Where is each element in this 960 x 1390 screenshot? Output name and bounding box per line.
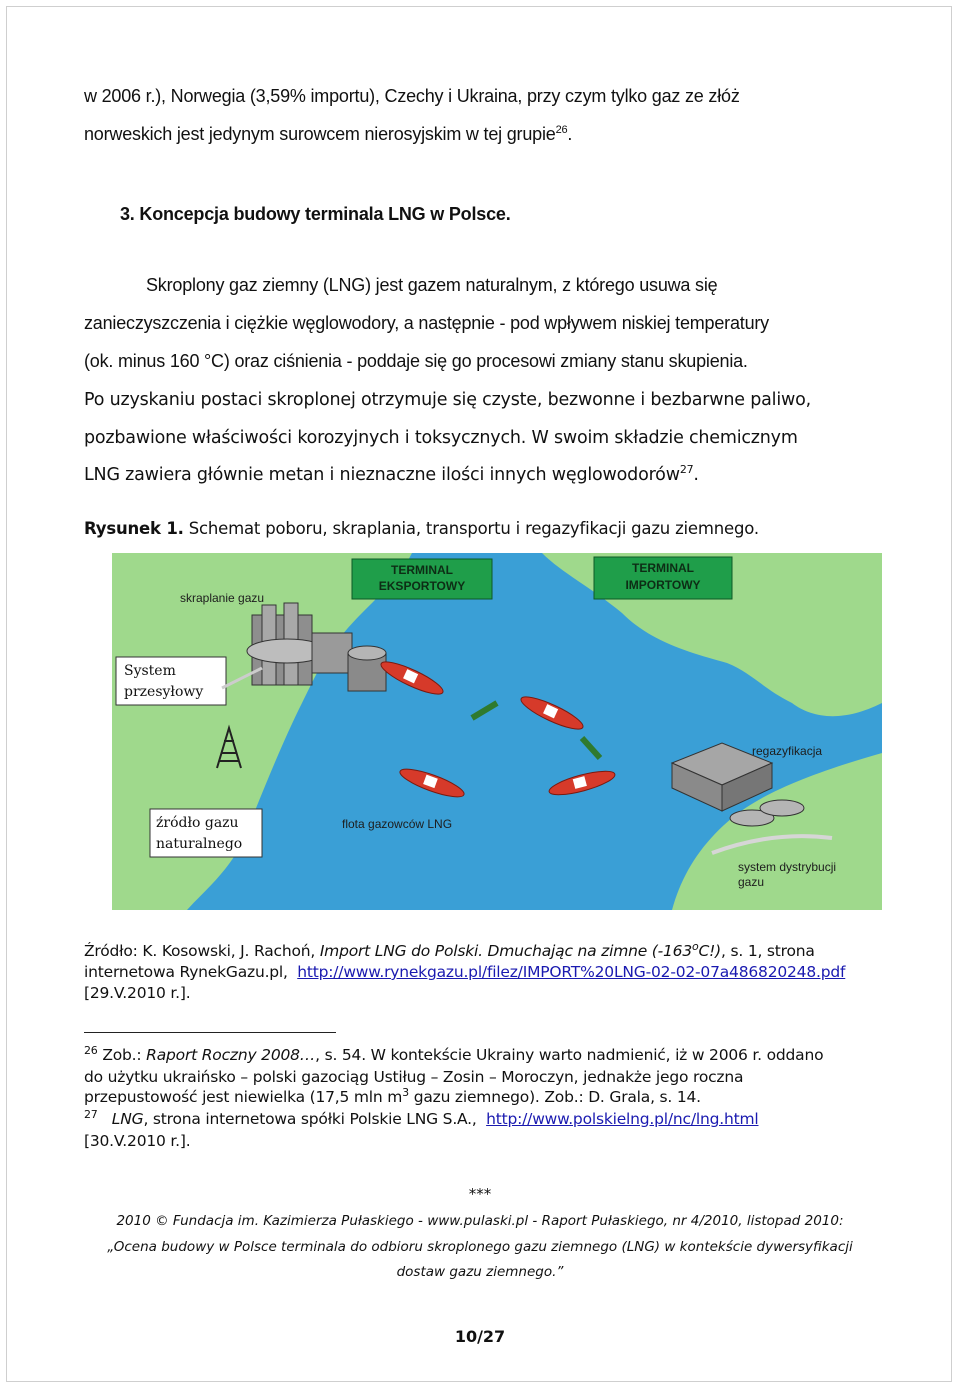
text: LNG zawiera głównie metan i nieznaczne ilości innych węglowodorów — [84, 465, 680, 485]
text: Po uzyskaniu postaci skroplonej otrzymuje się czyste, bezwonne i bezbarwne paliwo, — [84, 390, 811, 410]
footnote-text: , s. 54. W kontekście Ukrainy warto nadmienić, iż w 2006 r. oddano — [315, 1046, 824, 1064]
text-line — [84, 313, 769, 334]
terminal-import-label: IMPORTOWY — [625, 578, 701, 592]
footnote-text: [30.V.2010 r.]. — [84, 1132, 191, 1150]
footnote-text: przepustowość jest niewielka (17,5 mln m — [84, 1088, 403, 1106]
distribution-label: gazu — [738, 875, 765, 889]
footer-line: dostaw gazu ziemnego.” — [396, 1264, 564, 1280]
source-link[interactable]: http://www.rynekgazu.pl/filez/IMPORT%20LNG-02-02-07a486820248.pdf — [297, 963, 846, 981]
footnote-text: do użytku ukraińsko – polski gazociąg Ustiług – Zosin – Moroczyn, jednakże jego roczna — [84, 1068, 744, 1086]
footnote-27-line2 — [84, 1132, 190, 1150]
text: . — [693, 465, 699, 485]
footer-stars: *** — [468, 1185, 492, 1203]
footnote-link[interactable]: http://www.polskielng.pl/nc/lng.html — [486, 1110, 759, 1128]
section-heading: 3. Koncepcja budowy terminala LNG w Polsce. — [120, 204, 511, 224]
page-number: 10/27 — [454, 1327, 506, 1346]
source-line — [84, 984, 190, 1002]
text: zanieczyszczenia i ciężkie węglowodory, a następnie - pod wpływem niskiej temperatury — [84, 313, 769, 333]
caption-label: Rysunek 1. — [84, 519, 184, 538]
source-title: Import LNG do Polski. Dmuchając na zimne (-163 — [319, 942, 693, 960]
footnote-text: , strona internetowa spółki Polskie LNG S.A., — [143, 1110, 477, 1128]
pipeline-label: System — [124, 663, 176, 679]
source-text: Źródło: K. Kosowski, J. Rachoń, — [84, 942, 320, 960]
text-line — [84, 124, 572, 145]
footnote-number: 27 — [84, 1107, 98, 1121]
caption-text: Schemat poboru, skraplania, transportu i regazyfikacji gazu ziemnego. — [183, 519, 759, 538]
terminal-export-label: TERMINAL — [391, 563, 453, 577]
footnote-ref: 26 — [555, 124, 568, 136]
footnote-separator — [84, 1032, 336, 1033]
fleet-label: flota gazowców LNG — [342, 817, 453, 831]
footnote-title: Raport Roczny 2008… — [146, 1046, 316, 1064]
footer-line: „Ocena budowy w Polsce terminala do odbioru skroplonego gazu ziemnego (LNG) w kontekście dywersyfikacji — [107, 1239, 853, 1255]
text-line — [84, 86, 740, 107]
footnote-26 — [84, 1043, 824, 1064]
terminal-import-label: TERMINAL — [632, 561, 694, 575]
degree-sign: o — [692, 939, 699, 953]
text-line — [84, 465, 699, 485]
source-line — [84, 963, 845, 981]
superscript: 3 — [402, 1085, 409, 1099]
footnote-text: Zob.: — [97, 1046, 147, 1064]
source-text: [29.V.2010 r.]. — [84, 984, 191, 1002]
text: Skroplony gaz ziemny (LNG) jest gazem naturalnym, z którego usuwa się — [146, 275, 718, 295]
footnote-text: gazu ziemnego). Zob.: D. Grala, s. 14. — [408, 1088, 701, 1106]
footnote-title: LNG — [111, 1110, 144, 1128]
text: pozbawione właściwości korozyjnych i toksycznych. W swoim składzie chemicznym — [84, 428, 798, 448]
text-line — [84, 351, 748, 372]
footnote-26-line2 — [84, 1068, 743, 1086]
liquefaction-label: skraplanie gazu — [180, 591, 265, 605]
storage-tank-icon — [348, 646, 386, 691]
footnote-26-line3 — [84, 1085, 701, 1106]
text: norweskich jest jedynym surowcem nierosyjskim w tej grupie — [84, 124, 556, 144]
text: (ok. minus 160 °C) oraz ciśnienia - poddaje się go procesowi zmiany stanu skupienia. — [84, 351, 748, 371]
footnote-27 — [84, 1107, 759, 1128]
text: . — [567, 124, 573, 144]
source-line — [84, 939, 815, 960]
footer-line: 2010 © Fundacja im. Kazimierza Pułaskiego - www.pulaski.pl - Raport Pułaskiego, nr 4/2010, listopad 2010: — [116, 1213, 844, 1229]
figure-caption — [84, 519, 759, 538]
source-text: internetowa RynekGazu.pl, — [84, 963, 288, 981]
text-line — [84, 428, 798, 448]
lng-diagram — [112, 553, 882, 910]
distribution-label: system dystrybucji — [738, 860, 837, 874]
footnote-ref: 27 — [679, 463, 694, 477]
pipeline-label: przesyłowy — [124, 684, 204, 700]
source-title: C!) — [698, 942, 722, 960]
text-line — [84, 390, 811, 410]
gas-source-label: źródło gazu — [156, 815, 239, 831]
footnote-number: 26 — [84, 1043, 98, 1057]
gas-source-label: naturalnego — [156, 836, 243, 852]
terminal-export-label: EKSPORTOWY — [378, 579, 466, 593]
regasification-label: regazyfikacja — [752, 744, 823, 758]
source-text: , s. 1, strona — [721, 942, 815, 960]
text: w 2006 r.), Norwegia (3,59% importu), Czechy i Ukraina, przy czym tylko gaz ze złóż — [84, 86, 740, 106]
text-line — [146, 275, 717, 296]
